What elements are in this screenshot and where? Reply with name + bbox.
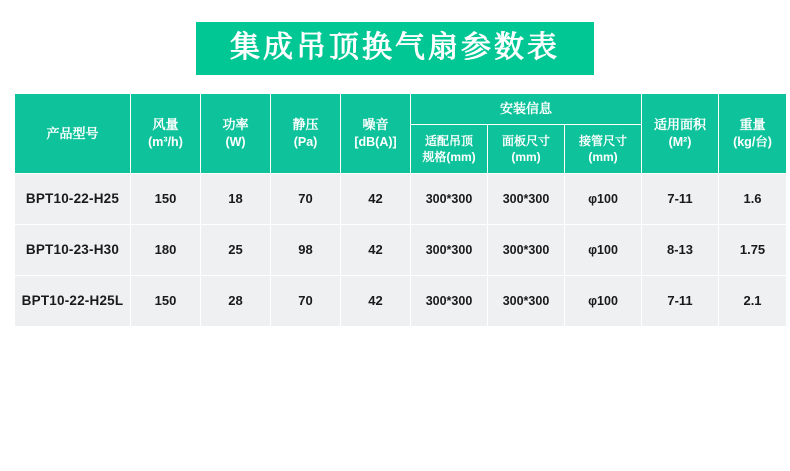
cell-area: 7-11	[642, 173, 719, 224]
header-static-pressure-name: 静压	[292, 117, 319, 133]
header-area-unit: (M²)	[668, 134, 692, 149]
table-row	[15, 224, 787, 275]
cell-power: 28	[201, 275, 271, 326]
parameter-table	[14, 93, 787, 327]
header-weight	[719, 94, 787, 174]
cell-duct-size: φ100	[565, 275, 642, 326]
title-container	[0, 0, 790, 75]
header-panel-size	[488, 124, 565, 173]
table-body	[15, 173, 787, 326]
header-static-pressure	[271, 94, 341, 174]
cell-duct-size: φ100	[565, 224, 642, 275]
header-area	[642, 94, 719, 174]
cell-model: BPT10-23-H30	[15, 224, 131, 275]
header-power-unit: (W)	[225, 134, 246, 149]
header-row-1	[15, 94, 787, 125]
header-noise-unit: [dB(A)]	[354, 134, 397, 149]
cell-static-pressure: 70	[271, 173, 341, 224]
cell-weight: 1.6	[719, 173, 787, 224]
header-duct-size-line2: (mm)	[588, 149, 618, 164]
table-row	[15, 275, 787, 326]
header-ceiling-spec-line1: 适配吊顶	[424, 133, 473, 148]
header-model: 产品型号	[15, 94, 131, 174]
header-power-name: 功率	[222, 117, 249, 133]
cell-ceiling-spec: 300*300	[411, 224, 488, 275]
header-airflow-unit: (m³/h)	[148, 134, 183, 149]
header-ceiling-spec-line2: 规格(mm)	[422, 149, 476, 164]
cell-noise: 42	[341, 224, 411, 275]
cell-model: BPT10-22-H25L	[15, 275, 131, 326]
header-panel-size-line2: (mm)	[511, 149, 541, 164]
header-weight-name: 重量	[739, 117, 766, 133]
cell-model: BPT10-22-H25	[15, 173, 131, 224]
cell-panel-size: 300*300	[488, 224, 565, 275]
cell-panel-size: 300*300	[488, 173, 565, 224]
header-static-pressure-unit: (Pa)	[293, 134, 318, 149]
header-noise	[341, 94, 411, 174]
cell-noise: 42	[341, 275, 411, 326]
cell-airflow: 150	[131, 173, 201, 224]
header-airflow-name: 风量	[152, 117, 179, 133]
table-container	[14, 93, 776, 327]
table-head	[15, 94, 787, 174]
cell-static-pressure: 98	[271, 224, 341, 275]
cell-ceiling-spec: 300*300	[411, 173, 488, 224]
header-noise-name: 噪音	[362, 117, 389, 133]
cell-weight: 1.75	[719, 224, 787, 275]
cell-ceiling-spec: 300*300	[411, 275, 488, 326]
cell-power: 25	[201, 224, 271, 275]
cell-noise: 42	[341, 173, 411, 224]
header-ceiling-spec	[411, 124, 488, 173]
cell-panel-size: 300*300	[488, 275, 565, 326]
cell-duct-size: φ100	[565, 173, 642, 224]
cell-power: 18	[201, 173, 271, 224]
header-weight-unit: (kg/台)	[733, 134, 772, 149]
header-power	[201, 94, 271, 174]
cell-airflow: 150	[131, 275, 201, 326]
header-panel-size-line1: 面板尺寸	[501, 133, 550, 148]
page-title: 集成吊顶换气扇参数表	[196, 22, 594, 75]
cell-area: 7-11	[642, 275, 719, 326]
header-duct-size-line1: 接管尺寸	[579, 133, 628, 148]
header-duct-size	[565, 124, 642, 173]
header-area-name: 适用面积	[654, 117, 707, 133]
cell-static-pressure: 70	[271, 275, 341, 326]
cell-weight: 2.1	[719, 275, 787, 326]
table-row	[15, 173, 787, 224]
header-install-group: 安装信息	[411, 94, 642, 125]
cell-airflow: 180	[131, 224, 201, 275]
header-airflow	[131, 94, 201, 174]
cell-area: 8-13	[642, 224, 719, 275]
